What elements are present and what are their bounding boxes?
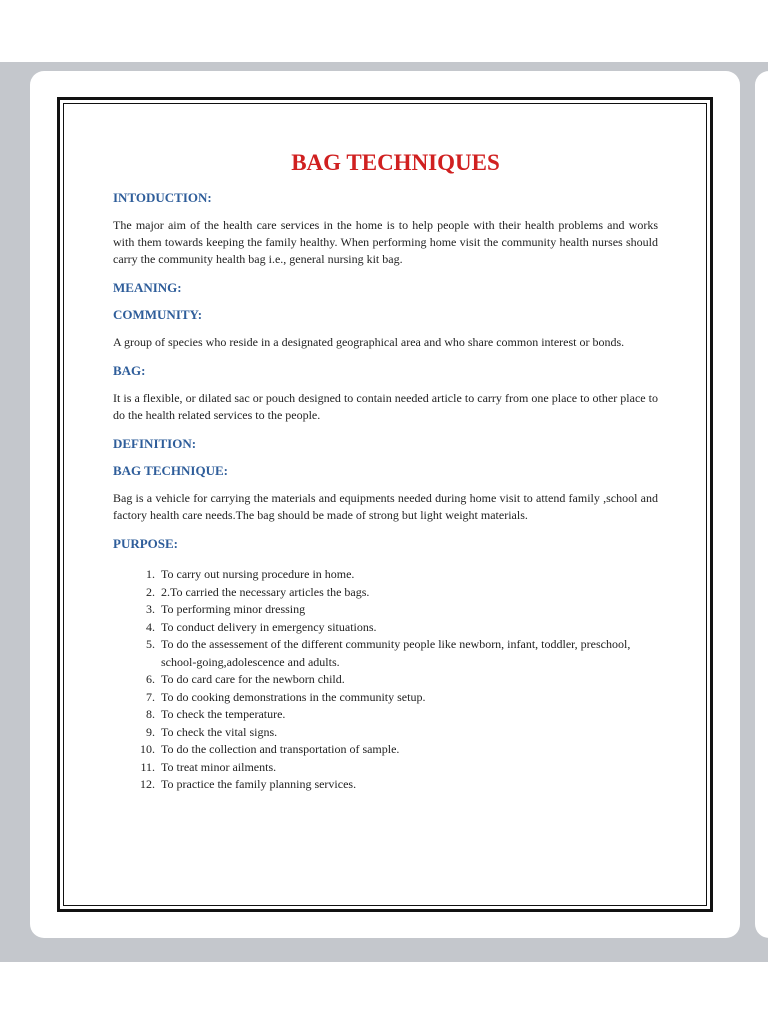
- paragraph-community: A group of species who reside in a designated geographical area and who share common interest or bonds.: [113, 335, 625, 349]
- list-item: [133, 566, 658, 584]
- heading-bag: BAG:: [113, 363, 146, 378]
- list-item-number: 4.: [146, 619, 155, 634]
- list-item: [133, 706, 658, 724]
- list-item-text: To do cooking demonstrations in the community setup.: [161, 689, 426, 704]
- list-item-text: To do the collection and transportation of sample.: [161, 742, 400, 756]
- heading-community: COMMUNITY:: [113, 307, 203, 322]
- list-item-number: 8.: [146, 707, 155, 721]
- list-item-text: To practice the family planning services.: [161, 777, 357, 791]
- document-page: [113, 150, 658, 794]
- list-item-number: 5.: [146, 637, 155, 651]
- paragraph-bag-technique: Bag is a vehicle for carrying the materials and equipments needed during home visit to attend family ,school and factory health care needs.The bag should be made of strong but light weight materials.: [113, 491, 658, 522]
- heading-introduction: INTODUCTION:: [113, 190, 212, 205]
- document-title: BAG TECHNIQUES: [291, 150, 500, 175]
- list-item-number: 1.: [146, 567, 155, 581]
- list-item-number: 11.: [140, 759, 155, 774]
- list-item-number: 12.: [140, 777, 155, 791]
- list-item-text: To check the temperature.: [161, 707, 286, 721]
- list-item: [133, 671, 658, 689]
- next-page-card-edge[interactable]: [755, 71, 768, 938]
- paragraph-bag: It is a flexible, or dilated sac or pouch designed to contain needed article to carry from one place to other place to do the health related services to the people.: [113, 391, 658, 422]
- list-item-text: To check the vital signs.: [161, 724, 278, 739]
- list-item-number: 6.: [146, 672, 155, 686]
- list-item: [133, 724, 658, 742]
- list-item-text: To treat minor ailments.: [161, 759, 277, 774]
- list-item: [133, 619, 658, 637]
- purpose-list: [113, 566, 658, 794]
- list-item-number: 7.: [146, 689, 155, 704]
- list-item: [133, 636, 658, 671]
- list-item: [133, 584, 658, 602]
- list-item-number: 2.: [146, 584, 155, 599]
- list-item-number: 10.: [140, 742, 155, 756]
- list-item: [133, 776, 658, 794]
- list-item: [133, 689, 658, 707]
- heading-purpose: PURPOSE:: [113, 536, 178, 551]
- list-item-text: To performing minor dressing: [161, 602, 306, 616]
- list-item-text: To carry out nursing procedure in home.: [161, 567, 355, 581]
- list-item: [133, 741, 658, 759]
- list-item-text: To do the assessement of the different community people like newborn, infant, toddler, preschool, school-going,adolescence and adults.: [161, 637, 631, 669]
- list-item-text: 2.To carried the necessary articles the bags.: [161, 584, 370, 599]
- heading-meaning: MEANING:: [113, 280, 182, 295]
- list-item-number: 9.: [146, 724, 155, 739]
- paragraph-introduction: The major aim of the health care services in the home is to help people with their health problems and works with them towards keeping the family healthy. When performing home visit the community health nurses should carry the community health bag i.e., general nursing kit bag.: [113, 218, 658, 266]
- list-item-text: To conduct delivery in emergency situations.: [161, 619, 377, 634]
- list-item: [133, 759, 658, 777]
- list-item-number: 3.: [146, 602, 155, 616]
- heading-definition: DEFINITION:: [113, 436, 197, 451]
- heading-bag-technique: BAG TECHNIQUE:: [113, 463, 228, 478]
- list-item: [133, 601, 658, 619]
- list-item-text: To do card care for the newborn child.: [161, 672, 345, 686]
